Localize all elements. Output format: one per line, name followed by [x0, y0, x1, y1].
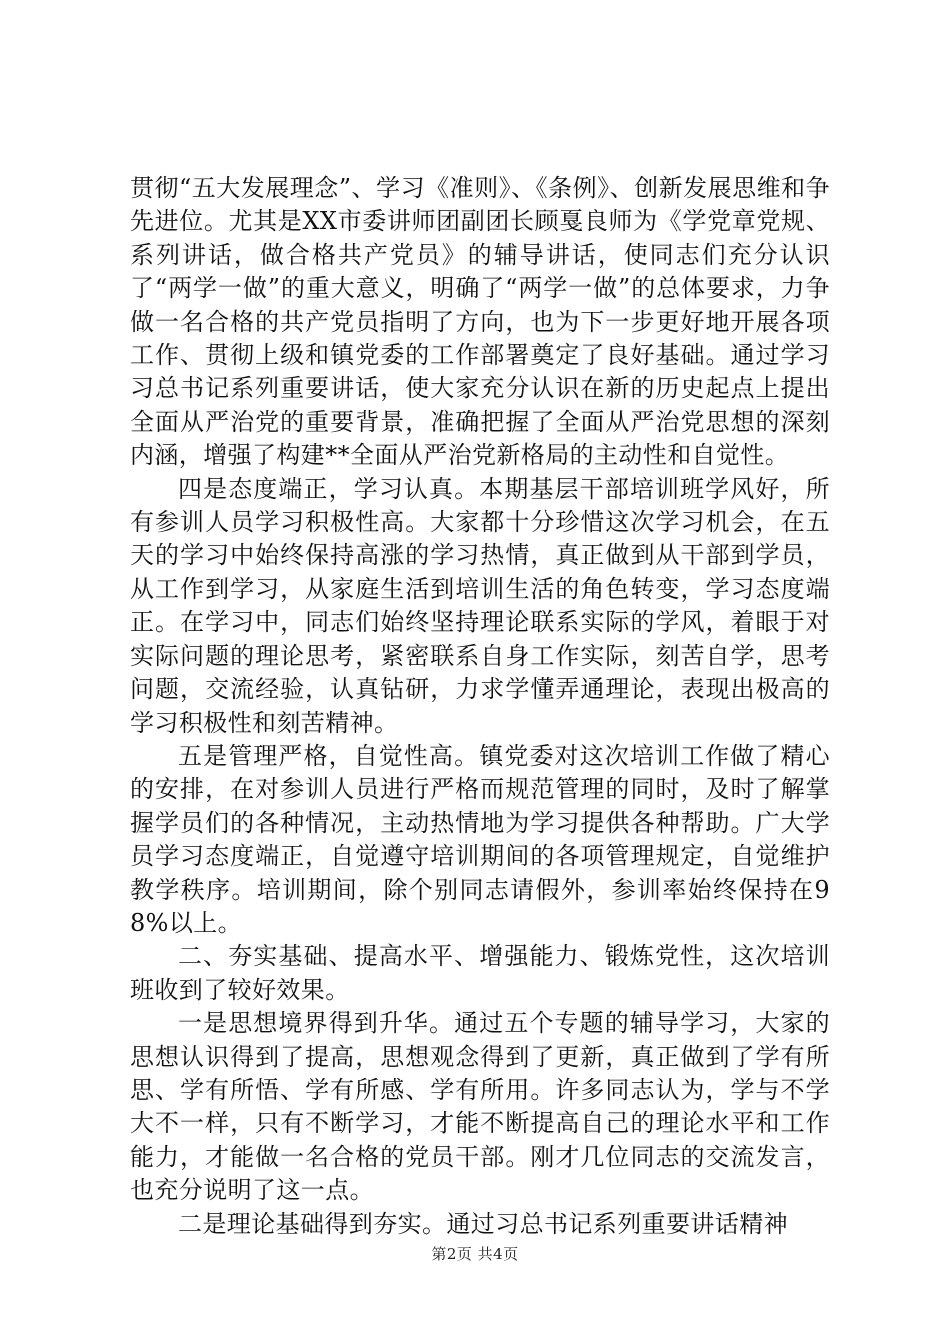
page-number-footer: 第2页 共4页	[431, 1245, 519, 1263]
paragraph-1: 贯彻“五大发展理念”、学习《准则》、《条例》、创新发展思维和争先进位。尤其是XX市委讲师团副团长顾戛良师为《学党章党规、系列讲话，做合格共产党员》的辅导讲话，使同志们充分认识了“两学一做”的重大意义，明确了“两学一做”的总体要求，力争做一名合格的共产党员指明了方向，也为下一步更好地开展各项工作、贯彻上级和镇党委的工作部署奠定了良好基础。通过学习习总书记系列重要讲话，使大家充分认识在新的历史起点上提出全面从严治党的重要背景，准确把握了全面从严治党思想的深刻内涵，增强了构建**全面从严治党新格局的主动性和自觉性。	[130, 174, 830, 470]
paragraph-6: 二是理论基础得到夯实。通过习总书记系列重要讲话精神	[178, 1209, 788, 1238]
document-body	[130, 172, 830, 1241]
paragraph-3: 五是管理严格，自觉性高。镇党委对这次培训工作做了精心的安排，在对参训人员进行严格而规范管理的同时，及时了解掌握学员们的各种情况，主动热情地为学习提供各种帮助。广大学员学习态度端正，自觉遵守培训期间的各项管理规定，自觉维护教学秩序。培训期间，除个别同志请假外，参训率始终保持在98%以上。	[130, 741, 830, 937]
paragraph-5: 一是思想境界得到升华。通过五个专题的辅导学习，大家的思想认识得到了提高，思想观念得到了更新，真正做到了学有所思、学有所悟、学有所感、学有所用。许多同志认为，学与不学大不一样，只有不断学习，才能不断提高自己的理论水平和工作能力，才能做一名合格的党员干部。刚才几位同志的交流发言，也充分说明了这一点。	[130, 1009, 830, 1205]
paragraph-2: 四是态度端正，学习认真。本期基层干部培训班学风好，所有参训人员学习积极性高。大家都十分珍惜这次学习机会，在五天的学习中始终保持高涨的学习热情，真正做到从干部到学员，从工作到学习，从家庭生活到培训生活的角色转变，学习态度端正。在学习中，同志们始终坚持理论联系实际的学风，着眼于对实际问题的理论思考，紧密联系自身工作实际，刻苦自学，思考问题，交流经验，认真钻研，力求学懂弄通理论，表现出极高的学习积极性和刻苦精神。	[130, 474, 830, 737]
paragraph-4: 二、夯实基础、提高水平、增强能力、锻炼党性，这次培训班收到了较好效果。	[130, 942, 830, 1004]
